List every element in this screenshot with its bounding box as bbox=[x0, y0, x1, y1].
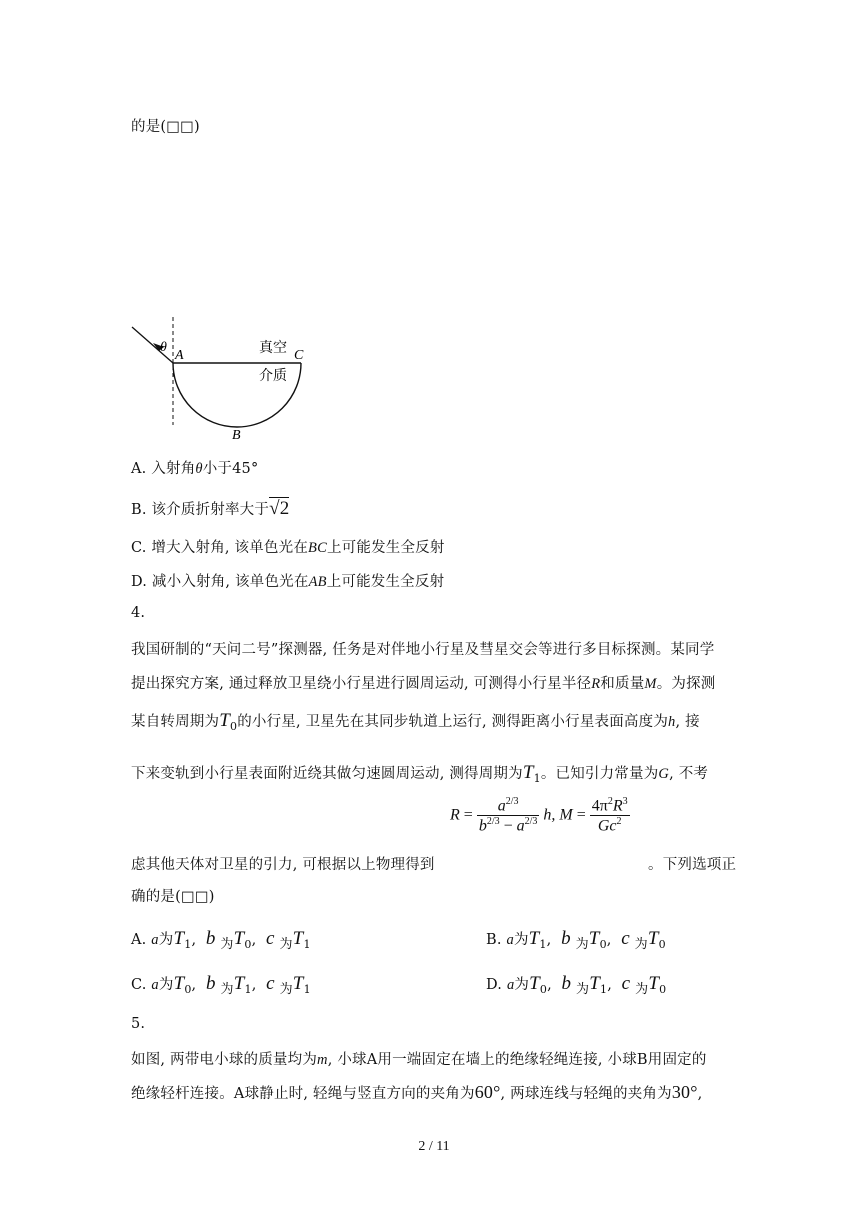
var-a: a bbox=[506, 932, 514, 948]
var-gc: Gc bbox=[597, 817, 617, 835]
optics-semicircle-figure bbox=[120, 315, 320, 450]
option-a[interactable]: A. a为$T_1$, b 为$T_0$, c 为$T_1$ bbox=[131, 928, 311, 952]
text-run: 如图, 两带电小球的质量均为 bbox=[131, 1052, 318, 1068]
var-t: T bbox=[589, 973, 601, 994]
exp-den: 3 bbox=[532, 816, 538, 828]
var-a: a bbox=[516, 817, 525, 835]
var-b: b bbox=[205, 973, 216, 994]
subscript: 0 bbox=[539, 982, 548, 996]
option-b[interactable]: B. a为$T_1$, b 为$T_0$, c 为$T_0$ bbox=[486, 928, 666, 952]
option-letter: B. bbox=[131, 502, 147, 518]
option-b[interactable] bbox=[131, 498, 289, 520]
q4-line1: 我国研制的“天问二号”探测器, 任务是对伴地小行星及彗星交会等进行多目标探测。某同学 bbox=[131, 642, 715, 658]
text-run: , bbox=[697, 1086, 703, 1102]
theta-label: θ bbox=[160, 340, 167, 355]
text-run: 为 bbox=[513, 932, 529, 948]
var-t: T bbox=[529, 973, 540, 994]
exp-num: 2 bbox=[524, 816, 530, 828]
var-t: T bbox=[292, 928, 304, 949]
formula-r: R bbox=[450, 806, 460, 824]
text-run: 为 bbox=[279, 982, 293, 997]
formula-m: M bbox=[559, 806, 573, 824]
text-run: , 小球A用一端固定在墙上的绝缘轻绳连接, 小球B用固定的 bbox=[327, 1052, 707, 1068]
subscript: 1 bbox=[184, 937, 192, 951]
option-text: 入射角 bbox=[146, 461, 196, 477]
medium-label: 介质 bbox=[259, 368, 287, 384]
subscript: 1 bbox=[303, 982, 311, 996]
text-run: 下来变轨到小行星表面附近绕其做匀速圆周运动, 测得周期为 bbox=[131, 766, 523, 782]
q5-line2 bbox=[131, 1082, 702, 1103]
text-run: 绝缘轻杆连接。A球静止时, 轻绳与竖直方向的夹角为 bbox=[131, 1086, 475, 1102]
var-t: T bbox=[528, 928, 540, 949]
page-number: 2 / 11 bbox=[418, 1139, 450, 1154]
q4-line5b: 。下列选项正 bbox=[648, 857, 737, 873]
option-text: 该介质折射率大于 bbox=[146, 502, 270, 518]
var-t: T bbox=[173, 928, 185, 949]
text-run: 和质量 bbox=[600, 676, 645, 692]
subscript: 1 bbox=[600, 982, 608, 996]
var-a: a bbox=[151, 932, 159, 948]
exp-frac: 2/3 bbox=[486, 816, 500, 828]
exp-frac: 2/3 bbox=[505, 796, 519, 807]
exp-den: 3 bbox=[513, 796, 519, 807]
var-g: G bbox=[658, 766, 670, 782]
question-number: 5. bbox=[131, 1016, 146, 1032]
text-run: 。已知引力常量为 bbox=[540, 766, 659, 782]
formula-eq: = bbox=[463, 806, 473, 824]
var-a: a bbox=[497, 797, 506, 815]
q4-line2 bbox=[131, 672, 716, 693]
subscript: 1 bbox=[303, 937, 311, 951]
exp-num: 2 bbox=[486, 816, 492, 828]
exp-frac: 2/3 bbox=[524, 816, 538, 828]
exp-den: 3 bbox=[494, 816, 500, 828]
var-a: a bbox=[151, 977, 159, 993]
option-text: 增大入射角, 该单色光在 bbox=[146, 540, 309, 556]
var-t: T bbox=[219, 710, 230, 731]
var-t: T bbox=[292, 973, 304, 994]
subscript: 0 bbox=[599, 937, 607, 951]
option-letter: C. bbox=[131, 540, 147, 556]
option-d[interactable] bbox=[131, 570, 444, 591]
text-run: 为 bbox=[635, 982, 649, 997]
var-h: h bbox=[668, 714, 676, 730]
text-run: 。为探测 bbox=[656, 676, 716, 692]
formula-eq: = bbox=[576, 806, 586, 824]
option-letter: D. bbox=[131, 574, 148, 590]
fraction-numerator bbox=[590, 796, 630, 816]
vacuum-label: 真空 bbox=[259, 340, 287, 356]
var-c: c bbox=[266, 928, 275, 949]
subscript: 0 bbox=[658, 937, 666, 951]
q4-line6: 确的是(□□) bbox=[131, 889, 215, 905]
var-t: T bbox=[588, 928, 600, 949]
subscript: 1 bbox=[539, 937, 547, 951]
text-run: 为 bbox=[575, 937, 589, 952]
text-run: 某自转周期为 bbox=[131, 714, 220, 730]
option-letter: A. bbox=[131, 932, 147, 948]
subscript: 1 bbox=[244, 982, 252, 996]
option-c[interactable] bbox=[131, 536, 445, 557]
q4-line5a: 虑其他天体对卫星的引力, 可根据以上物理得到 bbox=[131, 857, 435, 873]
fraction-denominator bbox=[590, 816, 630, 835]
formula-block bbox=[450, 796, 630, 866]
minus: − bbox=[503, 817, 513, 835]
var-b: b bbox=[561, 928, 571, 949]
question-number: 4. bbox=[131, 605, 146, 621]
var-b: b bbox=[205, 928, 216, 949]
subscript: 1 bbox=[533, 771, 541, 785]
option-a[interactable] bbox=[131, 457, 258, 478]
option-d[interactable]: D. a为$T_0$, b 为$T_1$, c 为$T_0$ bbox=[486, 973, 667, 997]
subscript: 0 bbox=[244, 937, 252, 951]
exp: 2 bbox=[607, 796, 613, 807]
var-a: a bbox=[506, 977, 515, 993]
subscript: 0 bbox=[229, 719, 238, 733]
option-letter: B. bbox=[486, 932, 502, 948]
fraction-denominator bbox=[477, 816, 540, 835]
point-c-label: C bbox=[294, 348, 304, 363]
text-run: 为 bbox=[158, 932, 174, 948]
option-letter: D. bbox=[486, 977, 503, 993]
question-stem-tail: 的是(□□) bbox=[131, 119, 200, 135]
option-letter: A. bbox=[131, 461, 147, 477]
option-var: AB bbox=[308, 574, 327, 590]
option-var: θ bbox=[195, 461, 203, 477]
point-b-label: B bbox=[232, 428, 241, 443]
angle-30: 30° bbox=[671, 1082, 698, 1102]
text-run: , 不考 bbox=[669, 766, 709, 782]
sqrt2-math: √2 bbox=[269, 498, 290, 519]
coef: 4π bbox=[591, 797, 608, 815]
text-run: 为 bbox=[220, 937, 234, 952]
option-letter: C. bbox=[131, 977, 147, 993]
option-c[interactable]: C. a为$T_0$, b 为$T_1$, c 为$T_1$ bbox=[131, 973, 311, 997]
angle-60: 60° bbox=[474, 1082, 501, 1102]
option-text: 上可能发生全反射 bbox=[326, 540, 445, 556]
subscript: 0 bbox=[184, 982, 192, 996]
exp: 3 bbox=[622, 796, 628, 807]
subscript: 0 bbox=[659, 982, 667, 996]
option-text: 减小入射角, 该单色光在 bbox=[147, 574, 309, 590]
exp: 2 bbox=[616, 816, 622, 828]
text-run: 为 bbox=[576, 982, 590, 997]
text-run: 的小行星, 卫星先在其同步轨道上运行, 测得距离小行星表面高度为 bbox=[237, 714, 669, 730]
var-c: c bbox=[621, 928, 630, 949]
point-a-label: A bbox=[175, 348, 184, 363]
var-r: R bbox=[591, 676, 601, 692]
var-c: c bbox=[266, 973, 275, 994]
var-t: T bbox=[647, 928, 659, 949]
text-run: 提出探究方案, 通过释放卫星绕小行星进行圆周运动, 可测得小行星半径 bbox=[131, 676, 592, 692]
text-run: 为 bbox=[220, 982, 234, 997]
text-run: 为 bbox=[514, 977, 530, 993]
option-var: BC bbox=[308, 540, 327, 556]
var-m: M bbox=[644, 676, 657, 692]
option-text: 小于45° bbox=[202, 461, 259, 477]
text-run: , 两球连线与轻绳的夹角为 bbox=[500, 1086, 672, 1102]
var-t: T bbox=[522, 762, 534, 783]
text-run: 为 bbox=[279, 937, 293, 952]
var-b: b bbox=[478, 817, 487, 835]
formula-h: h, bbox=[543, 806, 556, 824]
text-run: , 接 bbox=[675, 714, 700, 730]
option-text: 上可能发生全反射 bbox=[326, 574, 445, 590]
fraction-r bbox=[477, 796, 540, 836]
q4-line4 bbox=[131, 762, 708, 785]
var-t: T bbox=[648, 973, 660, 994]
var-t: T bbox=[233, 928, 245, 949]
var-t: T bbox=[173, 973, 185, 994]
q5-line1 bbox=[131, 1048, 707, 1069]
fraction-m bbox=[590, 796, 630, 836]
var-b: b bbox=[561, 973, 572, 994]
exp-num: 2 bbox=[505, 796, 511, 807]
fraction-numerator bbox=[477, 796, 540, 816]
var-m: m bbox=[317, 1052, 328, 1068]
var-r: R bbox=[612, 797, 623, 815]
var-t: T bbox=[233, 973, 245, 994]
q4-line3 bbox=[131, 710, 700, 733]
var-c: c bbox=[621, 973, 631, 994]
text-run: 为 bbox=[634, 937, 648, 952]
text-run: 为 bbox=[158, 977, 174, 993]
